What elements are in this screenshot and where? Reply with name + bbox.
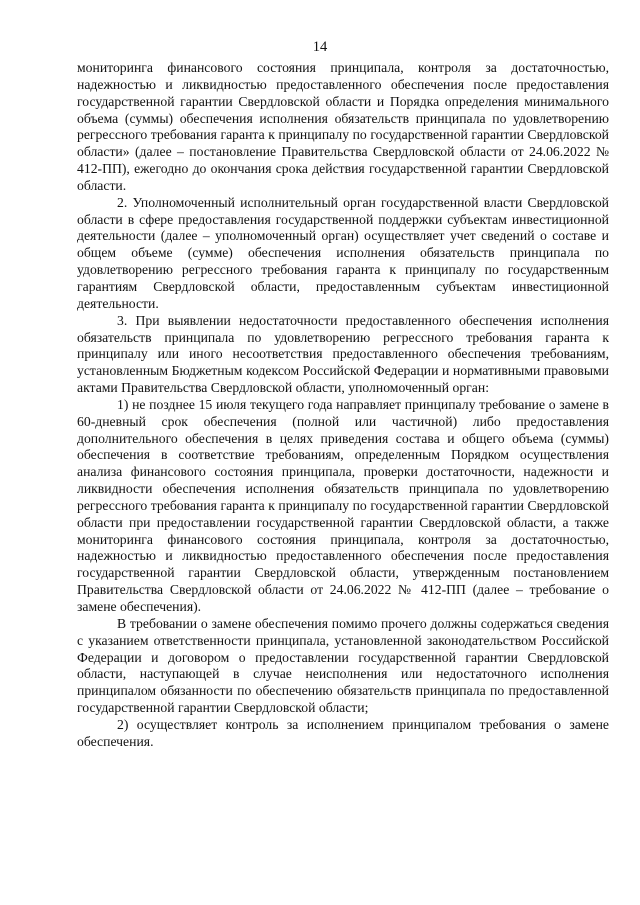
paragraph-item-2: 2. Уполномоченный исполнительный орган государственной власти Свердловской области в сфере предоставления государственной поддержки субъектам инвестиционной деятельности (далее – уполномоченный орган) осуществляет учет сведений о составе и общем объеме (сумме) обеспечения исполнения обязательств принципала по удовлетворению регрессного требования гаранта к принципалу по государственным гарантиям Свердловской области, предоставленным субъектам инвестиционной деятельности. [77,194,609,311]
paragraph-subitem-2: 2) осуществляет контроль за исполнением принципалом требования о замене обеспечения. [77,716,609,749]
paragraph-requirement-details: В требовании о замене обеспечения помимо прочего должны содержаться сведения с указанием ответственности принципала, установленной законодательством Российской Федерации и договором о предоставлении государственной гарантии Свердловской области, наступающей в случае неисполнения или недостаточного исполнения принципалом обязанности по обеспечению обязательств принципала по предоставленной государственной гарантии Свердловской области; [77,615,609,716]
paragraph-subitem-1: 1) не позднее 15 июля текущего года направляет принципалу требование о замене в 60-дневный срок обеспечения (полной или частичной) либо предоставления дополнительного обеспечения в целях приведения состава и общего объема (суммы) обеспечения в соответствие требованиям, определенным Порядком осуществления анализа финансового состояния принципала, проверки достаточности, надежности и ликвидности обеспечения исполнения обязательств принципала по удовлетворению регрессного требования гаранта к принципалу по государственной гарантии Свердловской области при предоставлении государственной гарантии Свердловской области, а также мониторинга финансового состояния принципала, контроля за достаточностью, надежностью и ликвидностью предоставленного обеспечения после предоставления государственной гарантии Свердловской области, утвержденным постановлением Правительства Свердловской области от 24.06.2022 № 412-ПП (далее – требование о замене обеспечения). [77,396,609,614]
page-number: 14 [312,39,328,55]
paragraph-item-3: 3. При выявлении недостаточности предоставленного обеспечения исполнения обязательств принципала по удовлетворению регрессного требования гаранта к принципалу или иного несоответствия предоставленного обеспечения требованиям, установленным Бюджетным кодексом Российской Федерации и нормативными правовыми актами Правительства Свердловской области, уполномоченный орган: [77,312,609,396]
paragraph-continuation: мониторинга финансового состояния принципала, контроля за достаточностью, надежностью и ликвидностью предоставленного обеспечения после предоставления государственной гарантии Свердловской области и Порядка определения минимального объема (суммы) обеспечения исполнения обязательств принципала по удовлетворению регрессного требования гаранта к принципалу по государственной гарантии Свердловской области» (далее – постановление Правительства Свердловской области от 24.06.2022 № 412-ПП), ежегодно до окончания срока действия государственной гарантии Свердловской области. [77,60,609,193]
document-body [77,60,609,751]
